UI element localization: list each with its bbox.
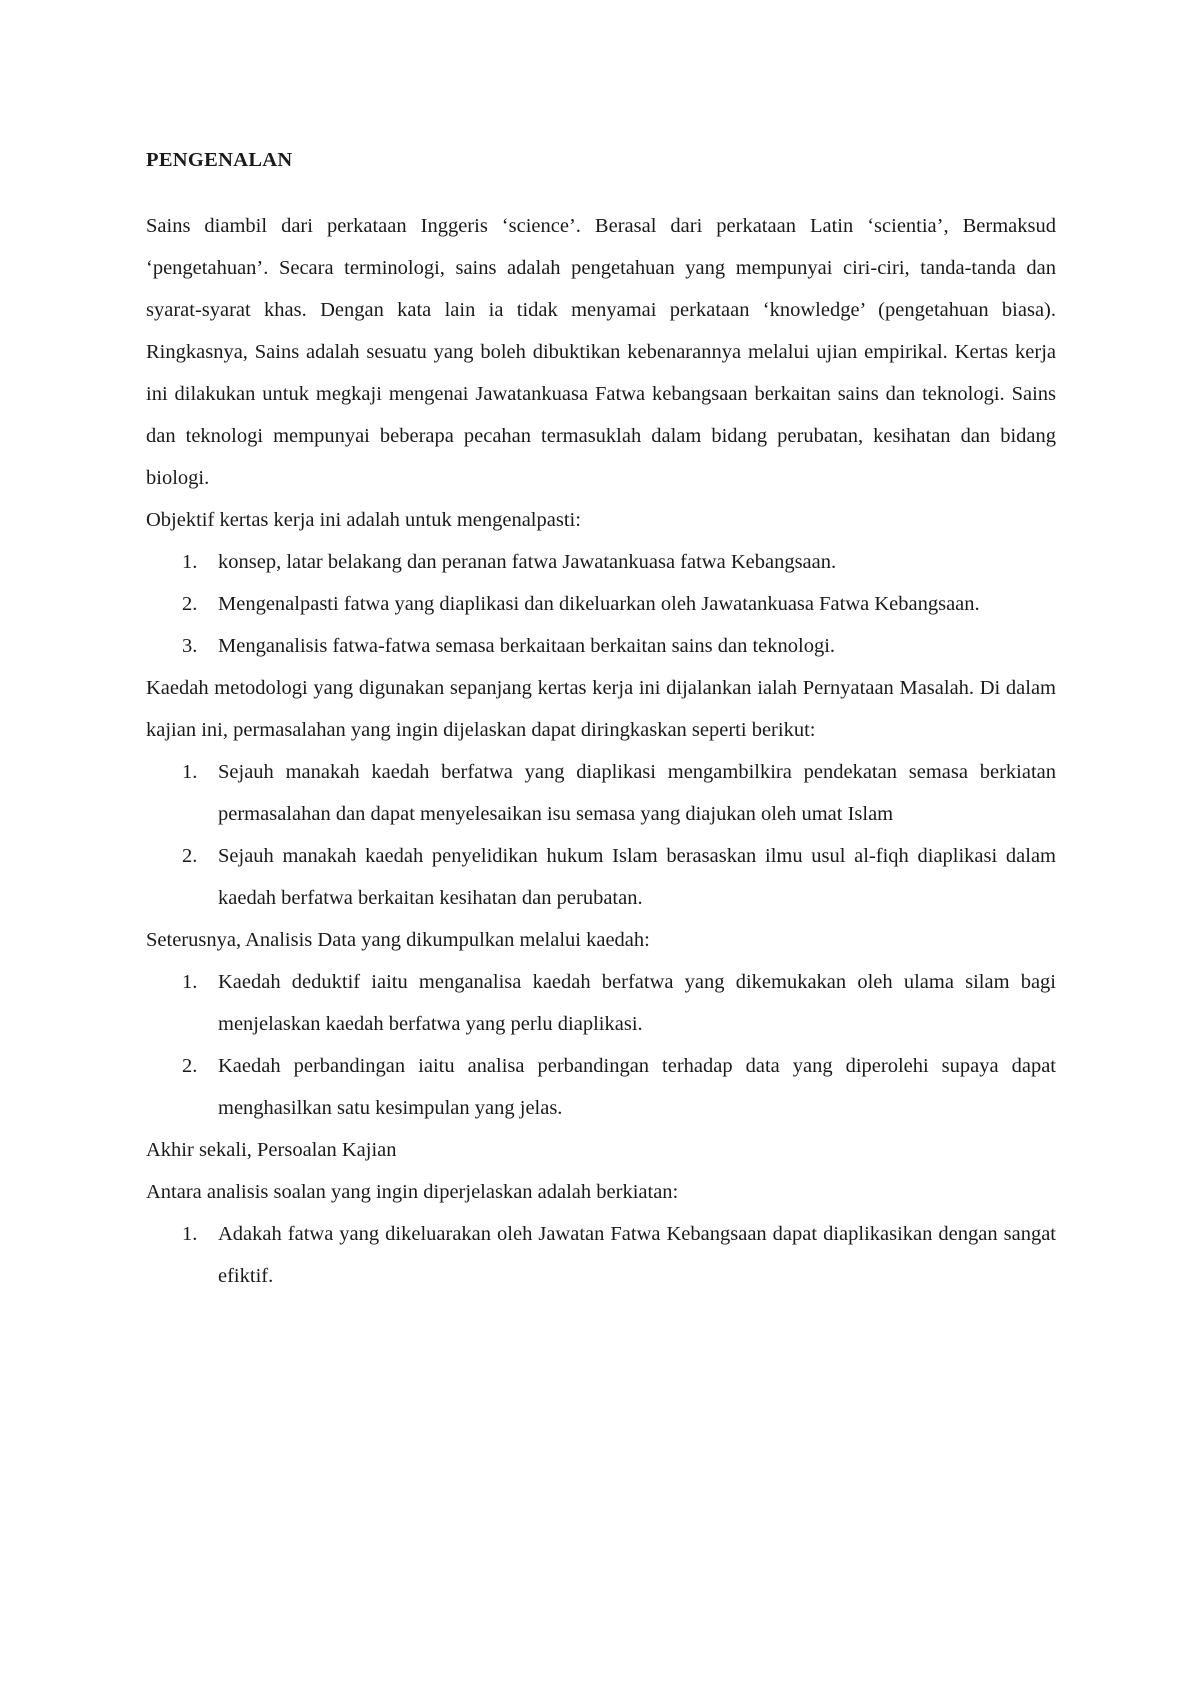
list-number: 2. [182,593,198,615]
list-number: 1. [182,1223,198,1245]
research-questions-intro: Antara analisis soalan yang ingin diperjelaskan adalah berkiatan: [146,1181,679,1203]
list-number: 2. [182,845,198,867]
list-item-text: Adakah fatwa yang dikeluarakan oleh Jawatan Fatwa Kebangsaan dapat diaplikasikan dengan sangat efiktif. [218,1223,1056,1287]
document-content [146,140,1056,1297]
list-item [146,541,1056,583]
list-item-text: Kaedah perbandingan iaitu analisa perbandingan terhadap data yang diperolehi supaya dapat menghasilkan satu kesimpulan yang jelas. [218,1055,1056,1119]
list-number: 1. [182,551,198,573]
list-number: 3. [182,635,198,657]
list-number: 2. [182,1055,198,1077]
methodology-list [146,751,1056,919]
research-questions-list [146,1213,1056,1297]
list-item-text: Mengenalpasti fatwa yang diaplikasi dan dikeluarkan oleh Jawatankuasa Fatwa Kebangsaan. [218,593,980,615]
list-number: 1. [182,971,198,993]
list-item [146,961,1056,1045]
list-item [146,583,1056,625]
methodology-intro: Kaedah metodologi yang digunakan sepanjang kertas kerja ini dijalankan ialah Pernyataan Masalah. Di dalam kajian ini, permasalahan yang ingin dijelaskan dapat diringkaskan seperti berikut: [146,677,1056,741]
list-item [146,751,1056,835]
section-heading: PENGENALAN [146,149,293,171]
research-questions-heading: Akhir sekali, Persoalan Kajian [146,1139,397,1161]
list-item-text: Menganalisis fatwa-fatwa semasa berkaitaan berkaitan sains dan teknologi. [218,635,836,657]
list-number: 1. [182,761,198,783]
list-item-text: Kaedah deduktif iaitu menganalisa kaedah berfatwa yang dikemukakan oleh ulama silam bagi menjelaskan kaedah berfatwa yang perlu diaplikasi. [218,971,1056,1035]
data-analysis-list [146,961,1056,1129]
list-item [146,835,1056,919]
objectives-intro: Objektif kertas kerja ini adalah untuk mengenalpasti: [146,509,581,531]
objectives-list [146,541,1056,667]
intro-paragraph: Sains diambil dari perkataan Inggeris ‘science’. Berasal dari perkataan Latin ‘scientia’, Bermaksud ‘pengetahuan’. Secara terminologi, sains adalah pengetahuan yang mempunyai ciri-ciri, tanda-tanda dan syarat-syarat khas. Dengan kata lain ia tidak menyamai perkataan ‘knowledge’ (pengetahuan biasa). Ringkasnya, Sains adalah sesuatu yang boleh dibuktikan kebenarannya melalui ujian empirikal. Kertas kerja ini dilakukan untuk megkaji mengenai Jawatankuasa Fatwa kebangsaan berkaitan sains dan teknologi. Sains dan teknologi mempunyai beberapa pecahan termasuklah dalam bidang perubatan, kesihatan dan bidang biologi. [146,215,1056,489]
list-item [146,1213,1056,1297]
list-item-text: Sejauh manakah kaedah penyelidikan hukum Islam berasaskan ilmu usul al-fiqh diaplikasi dalam kaedah berfatwa berkaitan kesihatan dan perubatan. [218,845,1056,909]
list-item-text: Sejauh manakah kaedah berfatwa yang diaplikasi mengambilkira pendekatan semasa berkiatan permasalahan dan dapat menyelesaikan isu semasa yang diajukan oleh umat Islam [218,761,1056,825]
data-analysis-intro: Seterusnya, Analisis Data yang dikumpulkan melalui kaedah: [146,929,650,951]
list-item [146,1045,1056,1129]
list-item [146,625,1056,667]
list-item-text: konsep, latar belakang dan peranan fatwa Jawatankuasa fatwa Kebangsaan. [218,551,837,573]
